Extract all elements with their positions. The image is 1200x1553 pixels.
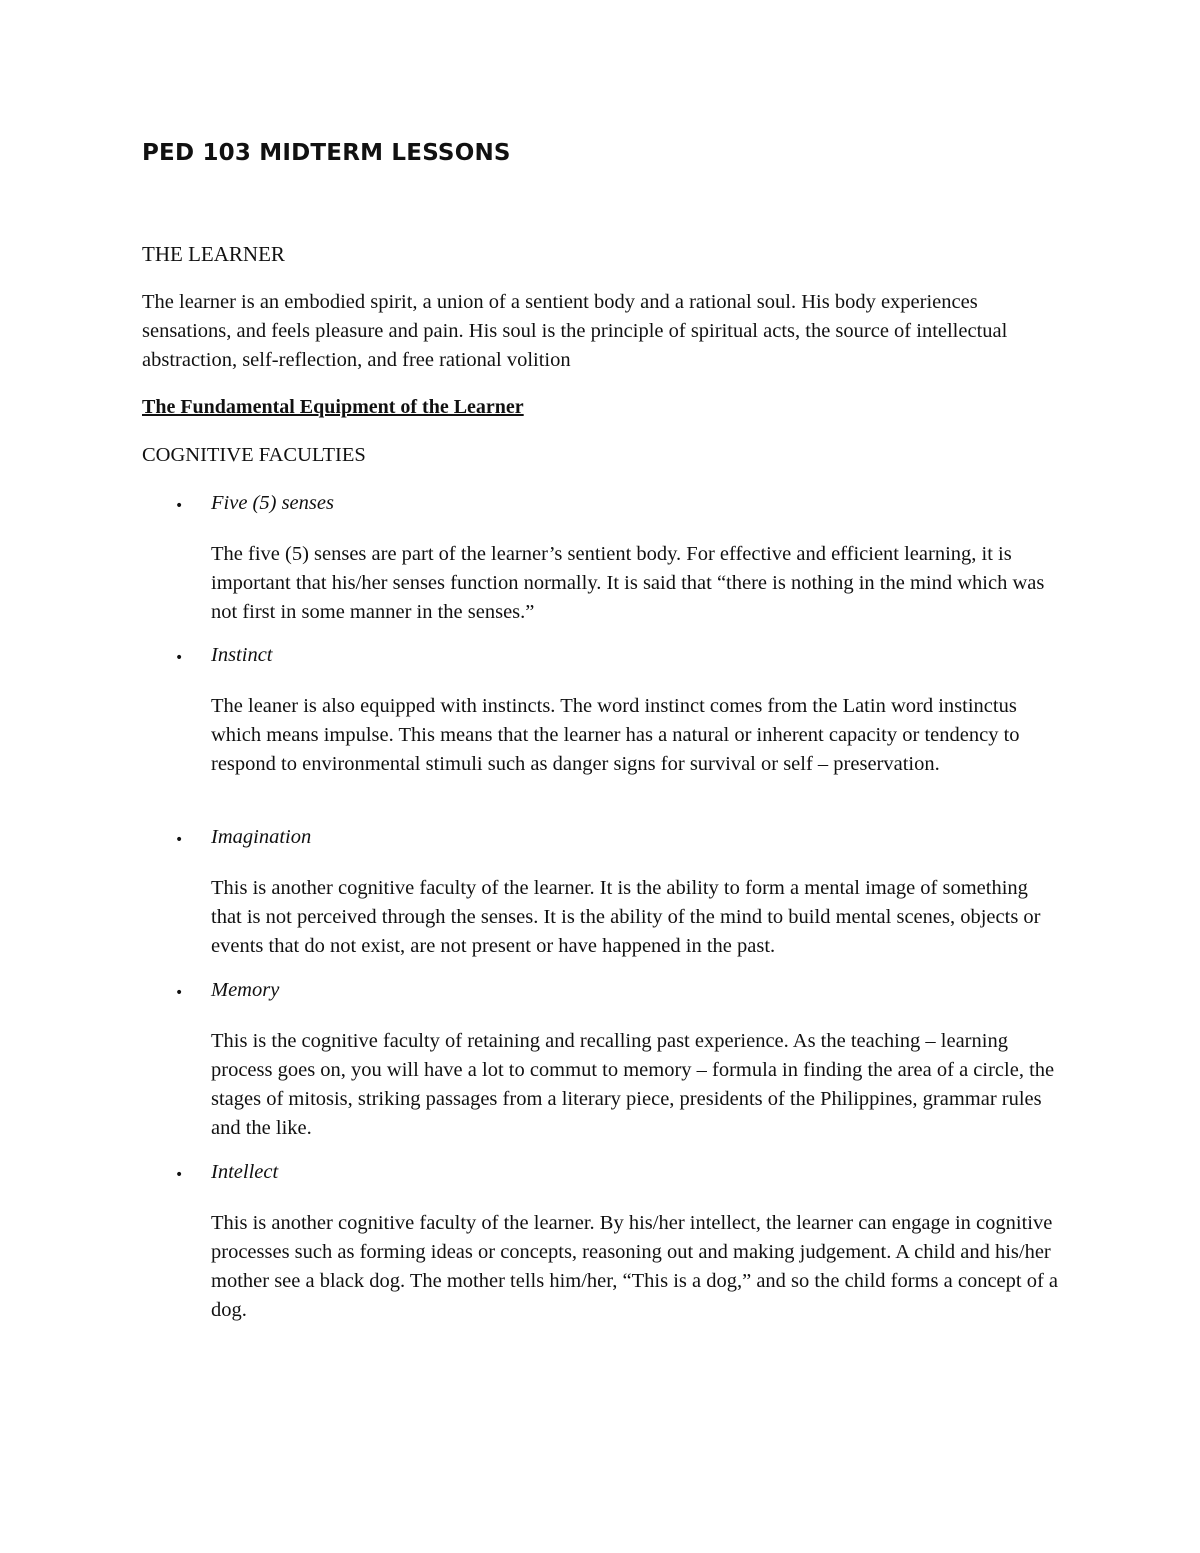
item-text-memory: This is the cognitive faculty of retaining and recalling past experience. As the teaching – learning process goes on, you will have a lot to commut to memory – formula in finding the area of a circle, the stages of mitosis, striking passages from a literary piece, presidents of the Philippines, grammar rules and the like. (211, 1030, 1055, 1139)
item-text-instinct: The leaner is also equipped with instincts. The word instinct comes from the Latin word instinctus which means impulse. This means that the learner has a natural or inherent capacity or tendency to respond to environmental stimuli such as danger signs for survival or self – preservation. (211, 695, 1020, 775)
item-text-intellect: This is another cognitive faculty of the learner. By his/her intellect, the learner can engage in cognitive processes such as forming ideas or concepts, reasoning out and making judgement. A child and his/her mother see a black dog. The mother tells him/her, “This is a dog,” and so the child forms a concept of a dog. (211, 1212, 1059, 1321)
item-text-five-senses: The five (5) senses are part of the learner’s sentient body. For effective and efficient learning, it is important that his/her senses function normally. It is said that “there is nothing in the mind which was not first in some manner in the senses.” (211, 543, 1045, 623)
intro-paragraph: The learner is an embodied spirit, a union of a sentient body and a rational soul. His body experiences sensations, and feels pleasure and pain. His soul is the principle of spiritual acts, the source of intellectual abstraction, self-reflection, and free rational volition (142, 291, 1008, 371)
bullet-icon: • (175, 832, 184, 848)
item-label-instinct: Instinct (211, 644, 273, 666)
item-label-five-senses: Five (5) senses (211, 492, 334, 514)
bullet-icon: • (175, 1167, 184, 1183)
section-heading-the-learner: THE LEARNER (142, 242, 285, 266)
item-label-memory: Memory (211, 979, 280, 1001)
document-title: PED 103 MIDTERM LESSONS (142, 140, 511, 166)
bullet-icon: • (175, 650, 184, 666)
bullet-icon: • (175, 498, 184, 514)
item-label-intellect: Intellect (211, 1161, 279, 1183)
fundamental-equipment-heading: The Fundamental Equipment of the Learner (142, 396, 524, 418)
bullet-icon: • (175, 985, 184, 1001)
item-text-imagination: This is another cognitive faculty of the learner. It is the ability to form a mental image of something that is not perceived through the senses. It is the ability of the mind to build mental scenes, objects or events that do not exist, are not present or have happened in the past. (211, 877, 1041, 957)
cognitive-faculties-heading: COGNITIVE FACULTIES (142, 444, 366, 466)
item-label-imagination: Imagination (211, 826, 312, 848)
